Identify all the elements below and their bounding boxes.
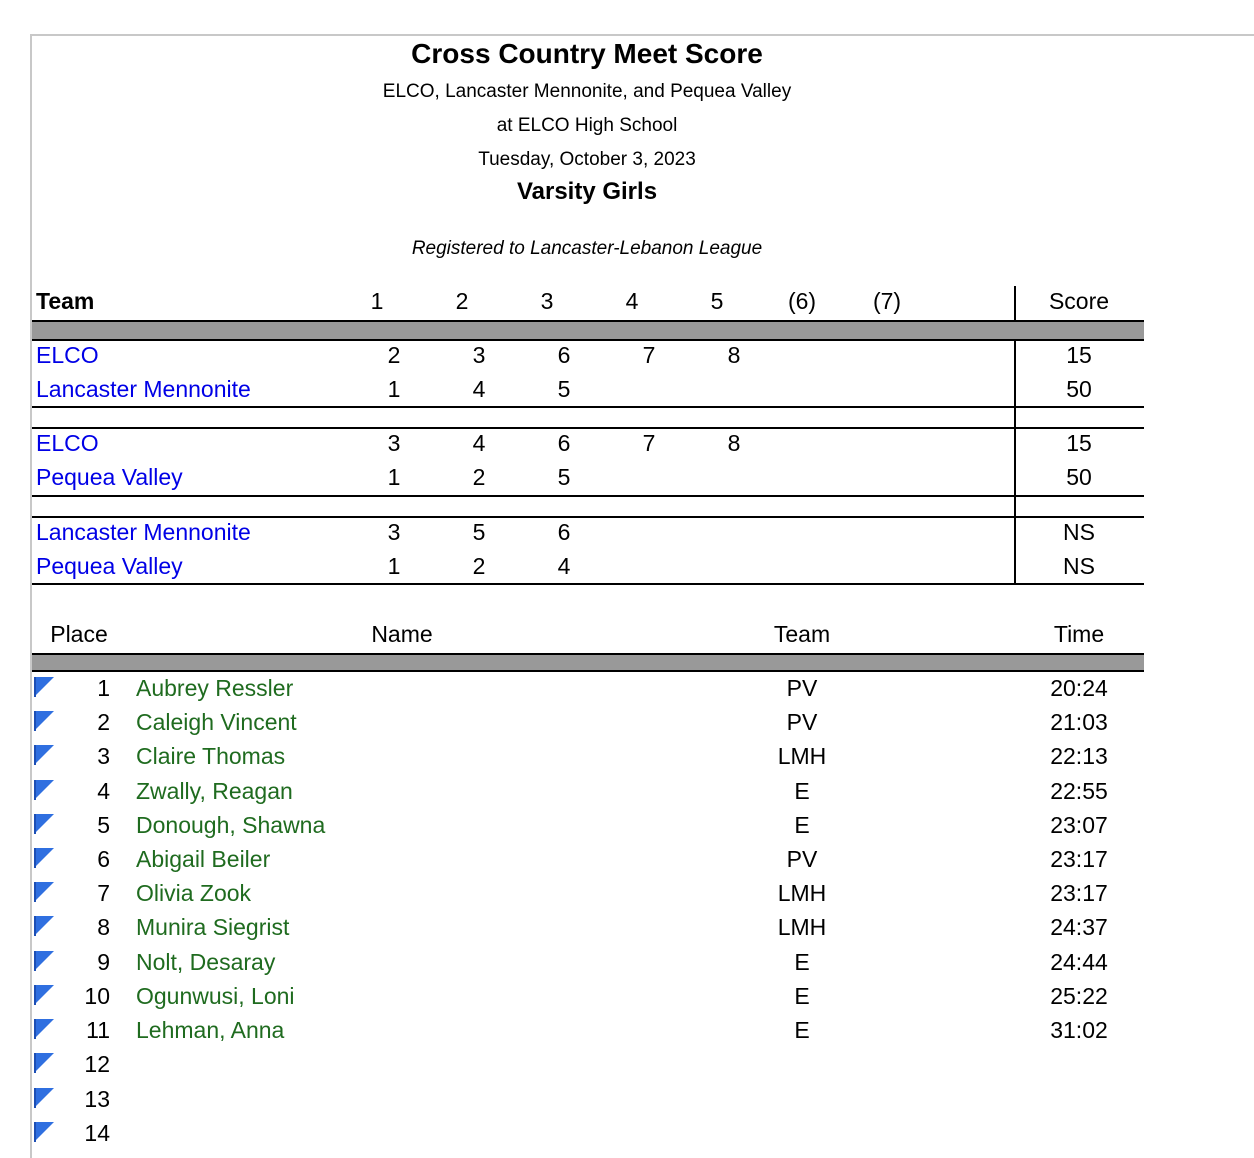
results-header-rule-bottom <box>32 670 1144 672</box>
runner-name[interactable]: Lehman, Anna <box>136 1017 285 1043</box>
results-header-place: Place <box>50 621 108 647</box>
matchup-3-team-1[interactable]: Lancaster Mennonite <box>36 519 251 545</box>
result-place: 12 <box>84 1051 110 1077</box>
team-score: 50 <box>1066 376 1092 402</box>
score-header-rule <box>32 320 1144 322</box>
score-header-4: 4 <box>625 288 639 314</box>
runner-time: 23:17 <box>1050 846 1108 872</box>
runner-team: E <box>794 812 810 838</box>
score-header-bar <box>32 320 1144 341</box>
score-cell: 5 <box>557 376 571 402</box>
score-cell: 6 <box>557 430 571 456</box>
score-cell: 4 <box>472 376 486 402</box>
runner-time: 20:24 <box>1050 675 1108 701</box>
matchup-1-team-2[interactable]: Lancaster Mennonite <box>36 376 251 402</box>
runner-name[interactable]: Caleigh Vincent <box>136 709 297 735</box>
matchup-separator <box>32 516 1144 518</box>
division-title: Varsity Girls <box>516 178 658 205</box>
score-cell: 6 <box>557 342 571 368</box>
blue-triangle-flag-icon[interactable] <box>34 1053 54 1073</box>
score-cell: 4 <box>472 430 486 456</box>
runner-time: 22:55 <box>1050 778 1108 804</box>
page-title: Cross Country Meet Score <box>411 38 763 69</box>
matchup-separator <box>32 427 1144 429</box>
runner-team: PV <box>786 675 818 701</box>
result-place: 9 <box>97 949 110 975</box>
score-cell: 3 <box>387 430 401 456</box>
result-place: 7 <box>97 880 110 906</box>
runner-name[interactable]: Nolt, Desaray <box>136 949 276 975</box>
runner-name[interactable]: Claire Thomas <box>136 743 286 769</box>
score-cell: 7 <box>642 342 656 368</box>
team-score: 15 <box>1066 430 1092 456</box>
runner-name[interactable]: Zwally, Reagan <box>136 778 293 804</box>
score-cell: 2 <box>472 464 486 490</box>
result-place: 8 <box>97 914 110 940</box>
score-header-1: 1 <box>370 288 384 314</box>
runner-time: 23:17 <box>1050 880 1108 906</box>
score-header-5: 5 <box>710 288 724 314</box>
team-score: 15 <box>1066 342 1092 368</box>
frame-top-border <box>30 34 1254 36</box>
score-header-team: Team <box>36 288 95 314</box>
score-header-score: Score <box>1048 288 1110 314</box>
matchup-separator <box>32 495 1144 497</box>
runner-team: PV <box>786 846 818 872</box>
result-place: 1 <box>97 675 110 701</box>
meet-location: at ELCO High School <box>496 115 678 136</box>
runner-time: 24:44 <box>1050 949 1108 975</box>
score-cell: 1 <box>387 464 401 490</box>
result-place: 3 <box>97 743 110 769</box>
runner-name[interactable]: Munira Siegrist <box>136 914 290 940</box>
result-place: 4 <box>97 778 110 804</box>
blue-triangle-flag-icon[interactable] <box>34 1088 54 1108</box>
score-header-3: 3 <box>540 288 554 314</box>
result-place: 10 <box>84 983 110 1009</box>
score-cell: 3 <box>472 342 486 368</box>
runner-time: 21:03 <box>1050 709 1108 735</box>
meet-teams: ELCO, Lancaster Mennonite, and Pequea Valley <box>382 81 792 102</box>
runner-name[interactable]: Ogunwusi, Loni <box>136 983 295 1009</box>
matchup-2-team-2[interactable]: Pequea Valley <box>36 464 183 490</box>
runner-team: E <box>794 983 810 1009</box>
result-place: 13 <box>84 1086 110 1112</box>
runner-name[interactable]: Olivia Zook <box>136 880 252 906</box>
runner-name[interactable]: Aubrey Ressler <box>136 675 294 701</box>
team-score: NS <box>1063 553 1095 579</box>
score-header-rule-bottom <box>32 339 1144 341</box>
runner-time: 31:02 <box>1050 1017 1108 1043</box>
team-score: 50 <box>1066 464 1092 490</box>
matchup-3-team-2[interactable]: Pequea Valley <box>36 553 183 579</box>
blue-triangle-flag-icon[interactable] <box>34 882 54 902</box>
score-cell: 1 <box>387 376 401 402</box>
runner-name[interactable]: Donough, Shawna <box>136 812 326 838</box>
score-cell: 8 <box>727 430 741 456</box>
runner-team: E <box>794 778 810 804</box>
score-cell: 4 <box>557 553 571 579</box>
score-table-bottom-rule <box>32 583 1144 585</box>
runner-time: 25:22 <box>1050 983 1108 1009</box>
score-header-7: (7) <box>872 288 902 314</box>
result-place: 6 <box>97 846 110 872</box>
registration-note: Registered to Lancaster-Lebanon League <box>411 238 763 259</box>
score-cell: 3 <box>387 519 401 545</box>
meet-date: Tuesday, October 3, 2023 <box>478 149 696 170</box>
blue-triangle-flag-icon[interactable] <box>34 780 54 800</box>
results-header-team: Team <box>773 621 831 647</box>
runner-team: LMH <box>777 880 827 906</box>
score-cell: 1 <box>387 553 401 579</box>
blue-triangle-flag-icon[interactable] <box>34 711 54 731</box>
score-cell: 2 <box>387 342 401 368</box>
runner-team: LMH <box>777 914 827 940</box>
score-cell: 7 <box>642 430 656 456</box>
team-score: NS <box>1063 519 1095 545</box>
runner-time: 24:37 <box>1050 914 1108 940</box>
runner-team: PV <box>786 709 818 735</box>
blue-triangle-flag-icon[interactable] <box>34 814 54 834</box>
blue-triangle-flag-icon[interactable] <box>34 1019 54 1039</box>
score-cell: 8 <box>727 342 741 368</box>
matchup-1-team-1[interactable]: ELCO <box>36 342 99 368</box>
results-header-time: Time <box>1053 621 1105 647</box>
runner-time: 23:07 <box>1050 812 1108 838</box>
result-place: 14 <box>84 1120 110 1146</box>
score-cell: 5 <box>472 519 486 545</box>
runner-team: E <box>794 949 810 975</box>
runner-time: 22:13 <box>1050 743 1108 769</box>
score-cell: 5 <box>557 464 571 490</box>
runner-team: LMH <box>777 743 827 769</box>
runner-name[interactable]: Abigail Beiler <box>136 846 271 872</box>
blue-triangle-flag-icon[interactable] <box>34 848 54 868</box>
matchup-separator <box>32 406 1144 408</box>
result-place: 5 <box>97 812 110 838</box>
result-place: 2 <box>97 709 110 735</box>
blue-triangle-flag-icon[interactable] <box>34 985 54 1005</box>
score-cell: 6 <box>557 519 571 545</box>
results-header-rule <box>32 653 1144 655</box>
score-header-2: 2 <box>455 288 469 314</box>
blue-triangle-flag-icon[interactable] <box>34 916 54 936</box>
matchup-2-team-1[interactable]: ELCO <box>36 430 99 456</box>
score-header-6: (6) <box>787 288 817 314</box>
runner-team: E <box>794 1017 810 1043</box>
results-header-name: Name <box>371 621 433 647</box>
blue-triangle-flag-icon[interactable] <box>34 951 54 971</box>
blue-triangle-flag-icon[interactable] <box>34 677 54 697</box>
blue-triangle-flag-icon[interactable] <box>34 1122 54 1142</box>
result-place: 11 <box>86 1017 110 1043</box>
blue-triangle-flag-icon[interactable] <box>34 745 54 765</box>
score-cell: 2 <box>472 553 486 579</box>
